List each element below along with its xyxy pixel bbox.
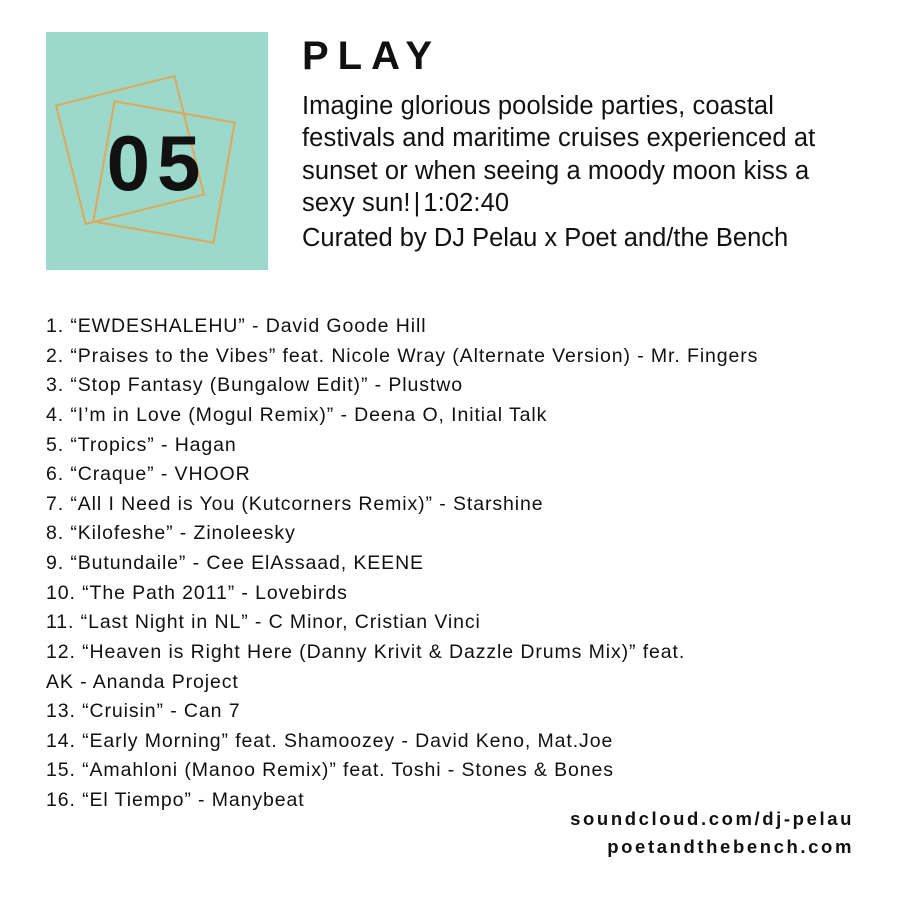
header-text [268,32,856,254]
list-item: 15. “Amahloni (Manoo Remix)” feat. Toshi - Stones & Bones [46,759,614,782]
list-item: 9. “Butundaile” - Cee ElAssaad, KEENE [46,552,424,574]
duration: 1:02:40 [423,189,510,218]
description [302,90,856,220]
list-item: 7. “All I Need is You (Kutcorners Remix)” - Starshine [46,492,544,515]
episode-badge [46,32,268,270]
tracklist [46,312,866,816]
list-item: 14. “Early Morning” feat. Shamoozey - David Keno, Mat.Joe [46,729,614,752]
page-title: PLAY [302,34,442,78]
list-item: AK - Ananda Project [46,670,239,693]
list-item: 2. “Praises to the Vibes” feat. Nicole Wray (Alternate Version) - Mr. Fingers [46,344,759,367]
soundcloud-link[interactable]: soundcloud.com/dj-pelau [570,807,854,829]
list-item: 13. “Cruisin” - Can 7 [46,700,241,723]
list-item: 1. “EWDESHALEHU” - David Goode Hill [46,315,427,337]
website-link[interactable]: poetandthebench.com [607,836,854,858]
list-item: 6. “Craque” - VHOOR [46,463,251,486]
footer [570,805,854,862]
list-item: 12. “Heaven is Right Here (Danny Krivit & Dazzle Drums Mix)” feat. [46,640,686,663]
list-item: 10. “The Path 2011” - Lovebirds [46,581,348,604]
list-item: 4. “I’m in Love (Mogul Remix)” - Deena O, Initial Talk [46,403,548,426]
list-item: 5. “Tropics” - Hagan [46,433,237,456]
list-item: 3. “Stop Fantasy (Bungalow Edit)” - Plustwo [46,374,463,397]
list-item: 16. “El Tiempo” - Manybeat [46,789,305,811]
curated-by: Curated by DJ Pelau x Poet and/the Bench [302,223,789,252]
episode-number: 05 [106,119,208,207]
header [0,0,900,270]
description-separator: | [413,189,421,218]
list-item: 11. “Last Night in NL” - C Minor, Cristian Vinci [46,611,481,634]
description-text: Imagine glorious poolside parties, coastal festivals and maritime cruises experienced at sunset or when seeing a moody moon kiss a sexy sun! [302,92,816,218]
list-item: 8. “Kilofeshe” - Zinoleesky [46,522,296,545]
